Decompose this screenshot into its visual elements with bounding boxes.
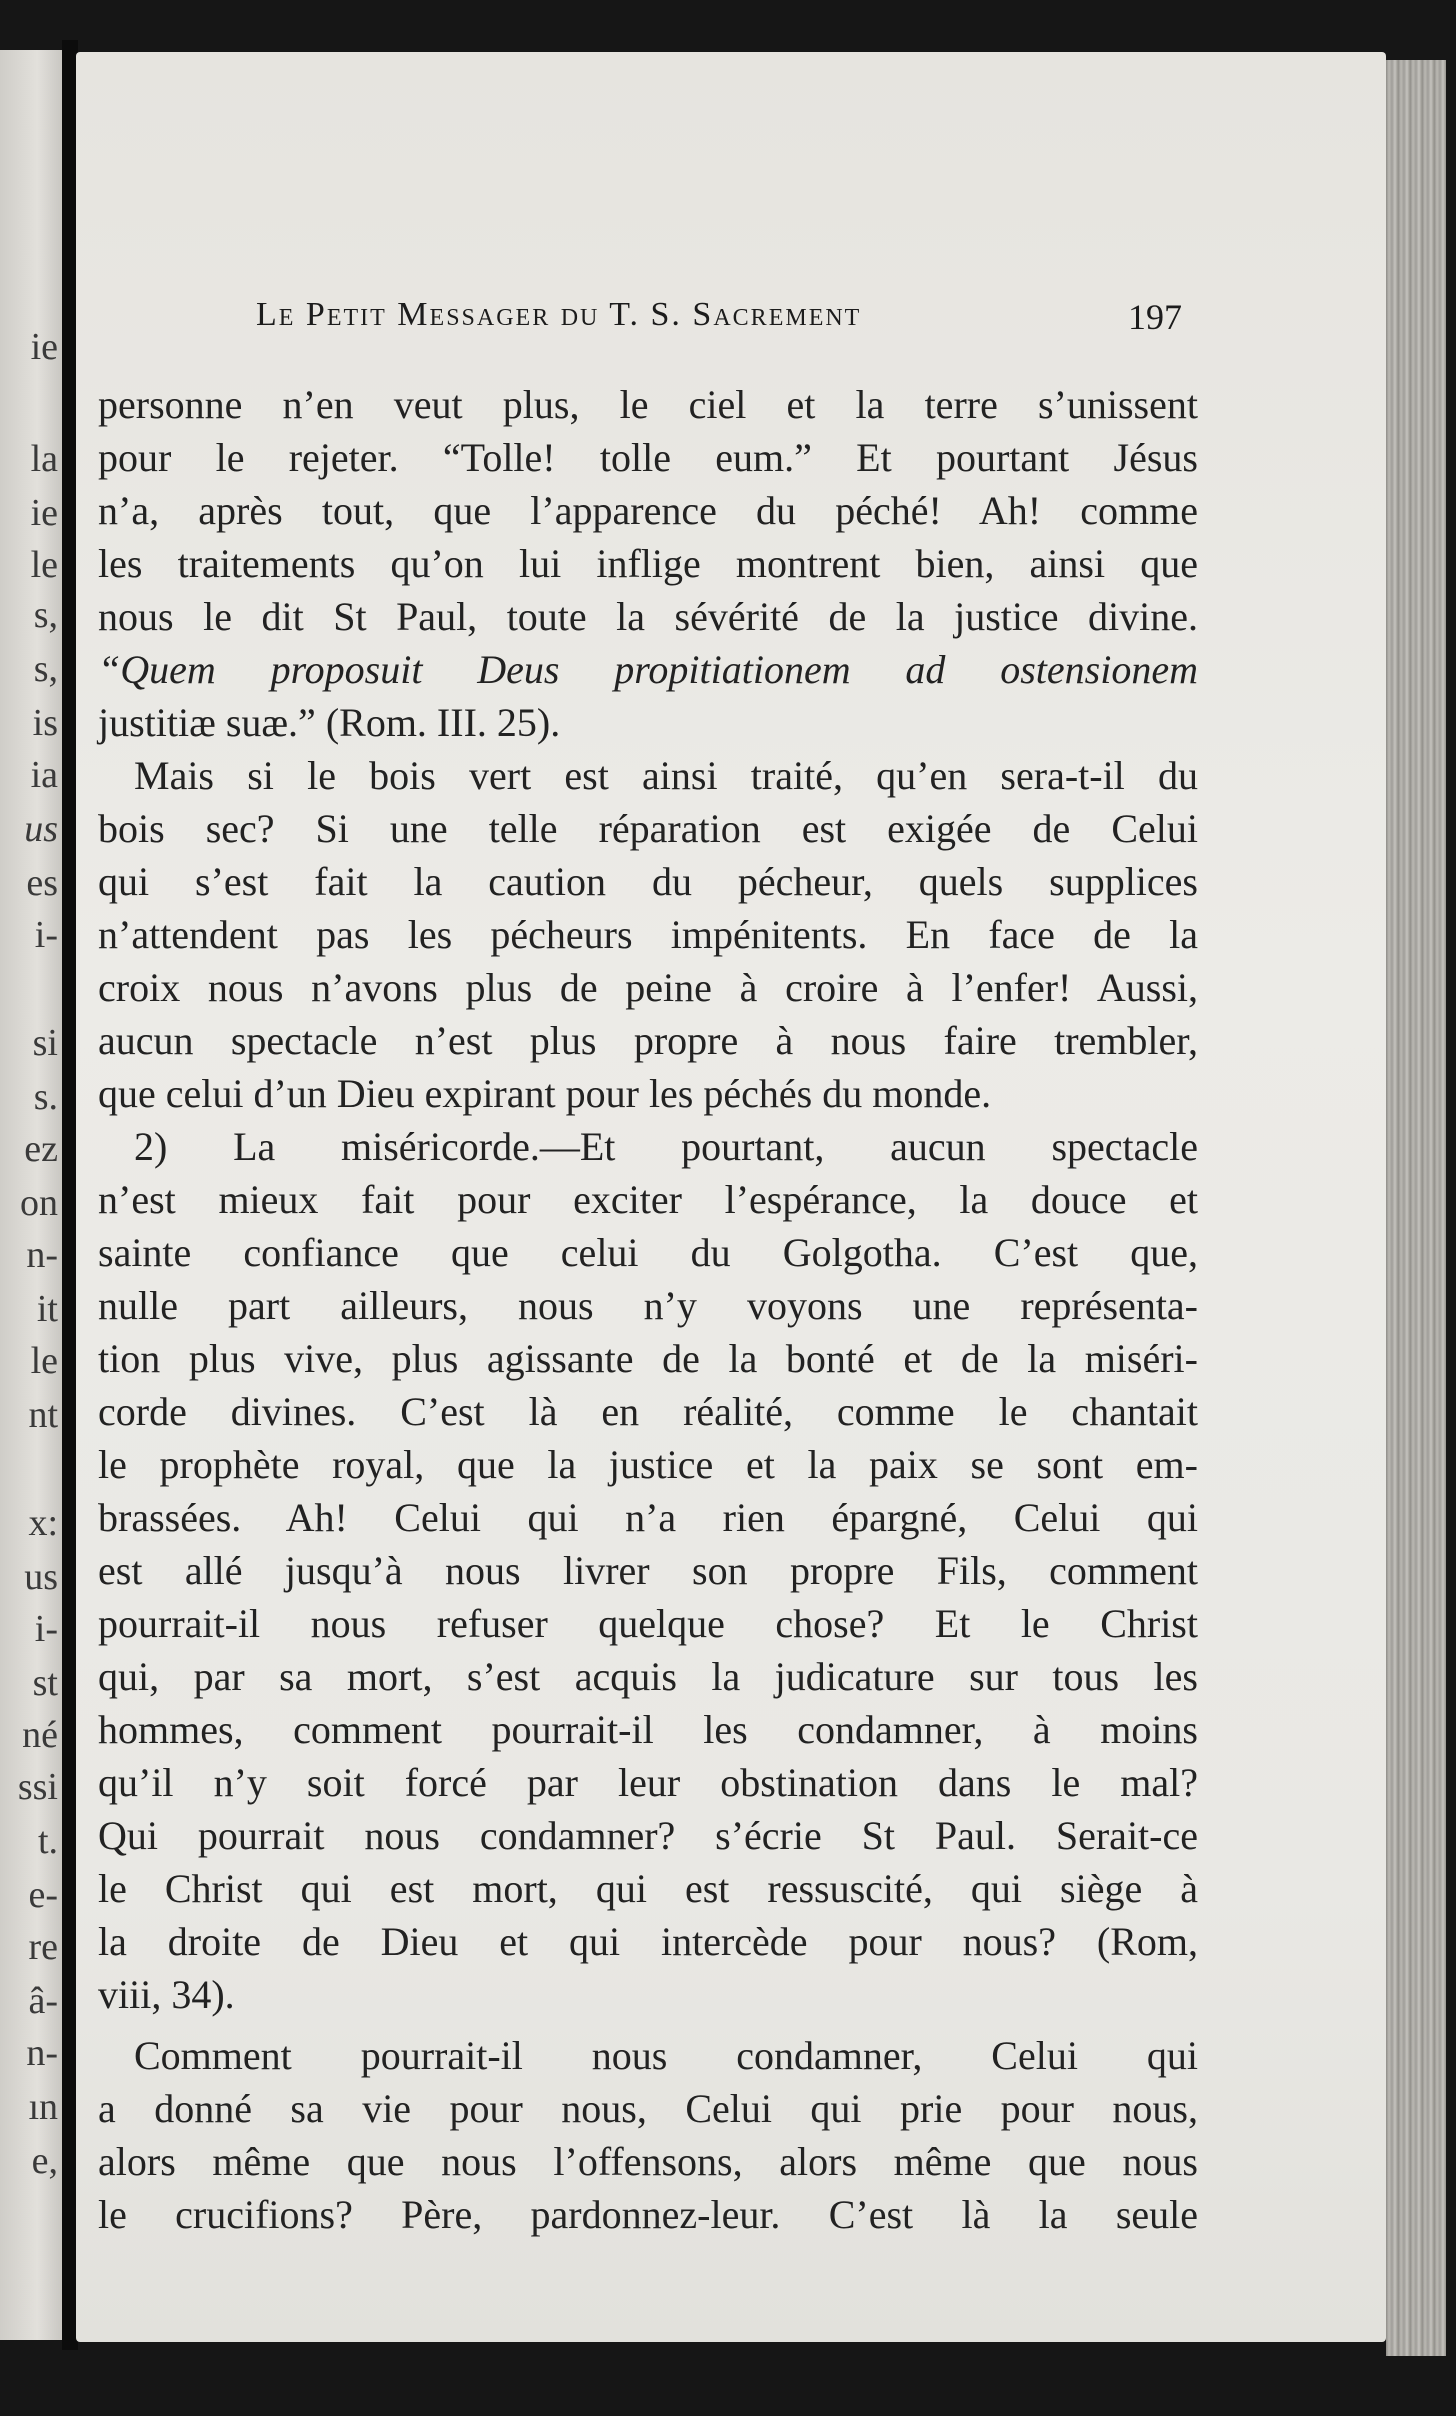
page-header xyxy=(76,296,1386,340)
text-line: alors même que nous l’offensons, alors même que nous xyxy=(98,2139,1198,2184)
left-fragment: us xyxy=(24,1556,58,1598)
text-line: le prophète royal, que la justice et la paix se sont em- xyxy=(98,1442,1198,1487)
text-line: pour le rejeter. “Tolle! tolle eum.” Et pourtant Jésus xyxy=(98,435,1198,480)
left-fragment: le xyxy=(30,544,58,586)
text-line: pourrait-il nous refuser quelque chose? Et le Christ xyxy=(98,1601,1198,1646)
text-line: a donné sa vie pour nous, Celui qui prie pour nous, xyxy=(98,2086,1198,2131)
left-fragment: ın xyxy=(28,2086,58,2128)
left-fragment: la xyxy=(30,438,58,480)
left-fragment: i- xyxy=(34,914,58,956)
left-fragment: ie xyxy=(30,326,58,368)
left-fragment: â- xyxy=(28,1980,58,2022)
text-line: justitiæ suæ.” (Rom. III. 25). xyxy=(98,700,561,745)
left-fragment: it xyxy=(36,1288,58,1330)
left-fragment: le xyxy=(30,1340,58,1382)
text-line: Comment pourrait-il nous condamner, Celui qui xyxy=(134,2033,1198,2078)
left-fragment: s, xyxy=(33,594,58,636)
left-fragment: si xyxy=(32,1022,58,1064)
text-line: que celui d’un Dieu expirant pour les péchés du monde. xyxy=(98,1071,992,1116)
page-edges xyxy=(1386,60,1446,2356)
running-title: Le Petit Messager du T. S. Sacrement xyxy=(256,296,862,333)
left-fragment: né xyxy=(22,1714,58,1756)
text-line: n’a, après tout, que l’apparence du péché! Ah! comme xyxy=(98,488,1198,533)
text-line: personne n’en veut plus, le ciel et la terre s’unissent xyxy=(98,382,1198,427)
left-fragment: i- xyxy=(34,1608,58,1650)
text-line: Qui pourrait nous condamner? s’écrie St Paul. Serait-ce xyxy=(98,1813,1198,1858)
text-line: brassées. Ah! Celui qui n’a rien épargné, Celui qui xyxy=(98,1495,1198,1540)
text-line: corde divines. C’est là en réalité, comme le chantait xyxy=(98,1389,1198,1434)
left-fragment: re xyxy=(28,1926,58,1968)
left-fragment: s, xyxy=(33,648,58,690)
body-text xyxy=(98,378,1198,2241)
adjacent-page-strip xyxy=(0,50,62,2340)
left-fragment: n- xyxy=(26,1234,58,1276)
page-number: 197 xyxy=(1128,297,1182,337)
text-line: est allé jusqu’à nous livrer son propre Fils, comment xyxy=(98,1548,1198,1593)
text-line: nulle part ailleurs, nous n’y voyons une représenta- xyxy=(98,1283,1198,1328)
left-fragment: x: xyxy=(28,1502,58,1544)
text-line: la droite de Dieu et qui intercède pour nous? (Rom, xyxy=(98,1919,1198,1964)
left-fragment: us xyxy=(24,808,58,850)
text-line: Mais si le bois vert est ainsi traité, qu’en sera-t-il du xyxy=(134,753,1198,798)
text-line: tion plus vive, plus agissante de la bonté et de la miséri- xyxy=(98,1336,1198,1381)
text-line: le Christ qui est mort, qui est ressuscité, qui siège à xyxy=(98,1866,1198,1911)
text-line: 2) La miséricorde.—Et pourtant, aucun spectacle xyxy=(134,1124,1198,1169)
text-line: le crucifions? Père, pardonnez-leur. C’est là la seule xyxy=(98,2192,1198,2237)
text-line: n’attendent pas les pécheurs impénitents. En face de la xyxy=(98,912,1198,957)
left-fragment: e- xyxy=(28,1874,58,1916)
left-fragment: es xyxy=(26,862,58,904)
left-fragment: t. xyxy=(37,1820,58,1862)
left-fragment: ssi xyxy=(17,1766,58,1808)
left-fragment: on xyxy=(20,1182,58,1224)
left-fragment: st xyxy=(32,1662,58,1704)
text-line: aucun spectacle n’est plus propre à nous faire trembler, xyxy=(98,1018,1198,1063)
left-fragment: e, xyxy=(31,2140,58,2182)
text-line: qui s’est fait la caution du pécheur, quels supplices xyxy=(98,859,1198,904)
left-fragment: s. xyxy=(33,1076,58,1118)
text-line: qui, par sa mort, s’est acquis la judicature sur tous les xyxy=(98,1654,1198,1699)
text-line: qu’il n’y soit forcé par leur obstination dans le mal? xyxy=(98,1760,1198,1805)
text-line: bois sec? Si une telle réparation est exigée de Celui xyxy=(98,806,1198,851)
book-page xyxy=(76,52,1386,2342)
left-fragment: n- xyxy=(26,2032,58,2074)
left-fragment: ez xyxy=(24,1128,58,1170)
text-line: n’est mieux fait pour exciter l’espérance, la douce et xyxy=(98,1177,1198,1222)
left-fragment: ia xyxy=(30,754,58,796)
text-line: “Quem proposuit Deus propitiationem ad ostensionem xyxy=(98,647,1198,692)
text-line: hommes, comment pourrait-il les condamner, à moins xyxy=(98,1707,1198,1752)
left-fragment: ie xyxy=(30,492,58,534)
left-fragment: is xyxy=(32,702,58,744)
text-line: nous le dit St Paul, toute la sévérité de la justice divine. xyxy=(98,594,1198,639)
text-line: les traitements qu’on lui inflige montrent bien, ainsi que xyxy=(98,541,1198,586)
text-line: sainte confiance que celui du Golgotha. C’est que, xyxy=(98,1230,1198,1275)
text-line: viii, 34). xyxy=(98,1972,235,2017)
left-fragment: nt xyxy=(28,1394,58,1436)
text-line: croix nous n’avons plus de peine à croire à l’enfer! Aussi, xyxy=(98,965,1198,1010)
